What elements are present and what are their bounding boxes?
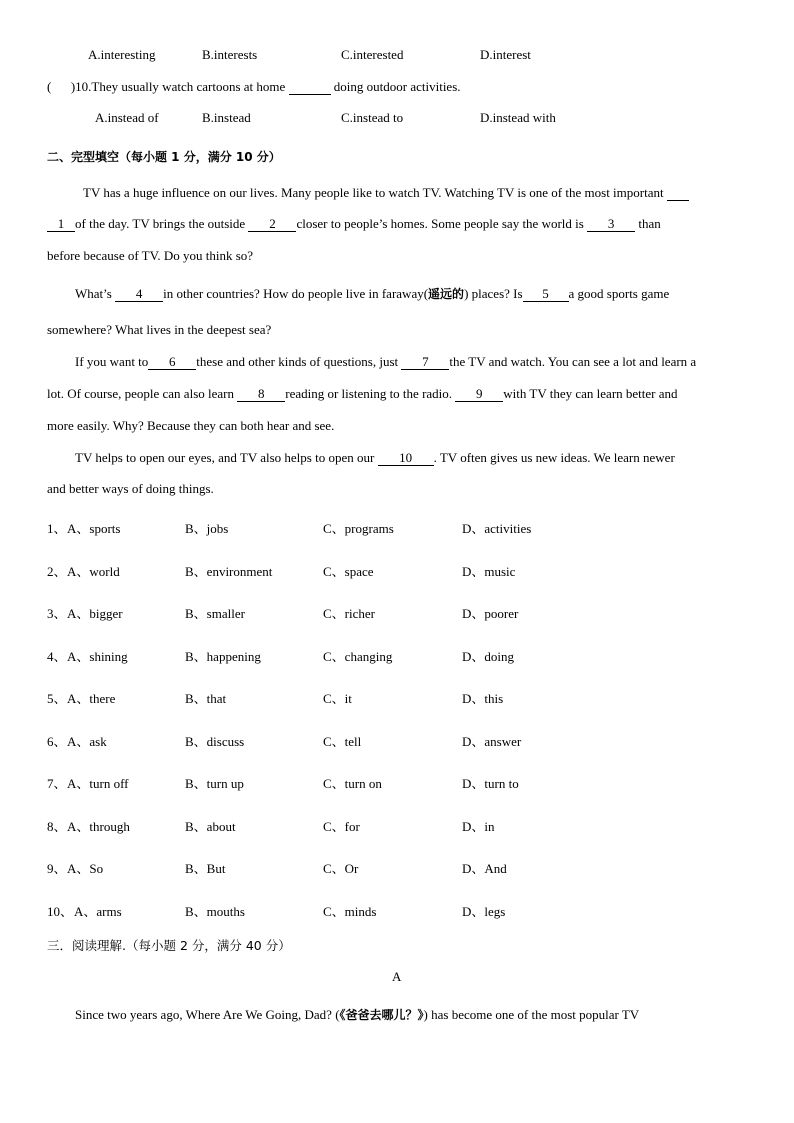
option-d: D、music bbox=[462, 564, 516, 579]
option-c: C.interested bbox=[341, 47, 404, 62]
passage-text: ) places? Is bbox=[464, 286, 523, 301]
option-b: B、about bbox=[185, 819, 236, 834]
option-c: C、programs bbox=[323, 521, 394, 536]
passage-line bbox=[83, 185, 689, 201]
option-b: B、smaller bbox=[185, 606, 245, 621]
passage-text: . TV often gives us new ideas. We learn newer bbox=[433, 450, 675, 465]
option-b: B、discuss bbox=[185, 734, 245, 749]
blank-9: 9 bbox=[455, 387, 503, 402]
passage-text: the TV and watch. You can see a lot and learn a bbox=[449, 354, 697, 369]
option-a: A、bigger bbox=[67, 606, 123, 621]
blank-7: 7 bbox=[401, 355, 449, 370]
passage-text: these and other kinds of questions, just bbox=[196, 354, 399, 369]
option-d: D.instead with bbox=[480, 110, 556, 125]
chinese-gloss: 遥远的 bbox=[428, 287, 465, 301]
passage-text: lot. Of course, people can also learn bbox=[47, 386, 234, 401]
option-d: D、in bbox=[462, 819, 495, 834]
passage-line: before because of TV. Do you think so? bbox=[47, 248, 254, 263]
option-a: A、through bbox=[67, 819, 130, 834]
question-number: 7、 bbox=[47, 776, 67, 791]
option-c: C、space bbox=[323, 564, 374, 579]
passage-line bbox=[75, 450, 675, 466]
question-10 bbox=[47, 79, 461, 95]
question-number: 3、 bbox=[47, 606, 67, 621]
option-b: B.interests bbox=[202, 47, 258, 62]
passage-line: more easily. Why? Because they can both hear and see. bbox=[47, 418, 335, 433]
option-a: A、arms bbox=[74, 904, 122, 919]
passage-line bbox=[75, 285, 669, 302]
option-d: D、legs bbox=[462, 904, 506, 919]
question-text-end: doing outdoor activities. bbox=[333, 79, 461, 94]
passage-line bbox=[47, 216, 661, 232]
passage-text: TV has a huge influence on our lives. Many people like to watch TV. Watching TV is one of the most important bbox=[83, 185, 664, 200]
section-heading: 三．阅读理解.（每小题 2 分，满分 40 分） bbox=[47, 938, 291, 953]
passage-text: What’s bbox=[75, 286, 112, 301]
blank-4: 4 bbox=[115, 287, 163, 302]
option-a: A、shining bbox=[67, 649, 128, 664]
option-d: D.interest bbox=[480, 47, 531, 62]
answer-paren: ( ) bbox=[47, 79, 76, 94]
option-c: C.instead to bbox=[341, 110, 404, 125]
blank-10: 10 bbox=[378, 451, 434, 466]
blank-1: 1 bbox=[47, 217, 75, 232]
option-b: B、mouths bbox=[185, 904, 245, 919]
question-number: 10、 bbox=[47, 904, 74, 919]
option-d: D、poorer bbox=[462, 606, 519, 621]
option-c: C、minds bbox=[323, 904, 377, 919]
option-c: C、turn on bbox=[323, 776, 382, 791]
option-b: B、happening bbox=[185, 649, 261, 664]
question-number: 2、 bbox=[47, 564, 67, 579]
passage-text: reading or listening to the radio. bbox=[285, 386, 453, 401]
chinese-title: 《爸爸去哪儿？》 bbox=[339, 1008, 424, 1022]
question-number: 4、 bbox=[47, 649, 67, 664]
blank-6: 6 bbox=[148, 355, 196, 370]
option-a: A、ask bbox=[67, 734, 107, 749]
question-number: 1、 bbox=[47, 521, 67, 536]
question-number: 9、 bbox=[47, 861, 67, 876]
blank-5: 5 bbox=[523, 287, 569, 302]
blank-3: 3 bbox=[587, 217, 635, 232]
passage-line bbox=[47, 386, 678, 402]
option-b: B、turn up bbox=[185, 776, 244, 791]
passage-line bbox=[75, 354, 696, 370]
question-number: 8、 bbox=[47, 819, 67, 834]
option-d: D、And bbox=[462, 861, 507, 876]
question-number: 6、 bbox=[47, 734, 67, 749]
option-d: D、answer bbox=[462, 734, 522, 749]
passage-text: of the day. TV brings the outside bbox=[75, 216, 246, 231]
blank-1-lead bbox=[667, 186, 689, 201]
passage-text: TV helps to open our eyes, and TV also helps to open our bbox=[75, 450, 375, 465]
option-a: A.instead of bbox=[95, 110, 159, 125]
option-d: D、this bbox=[462, 691, 504, 706]
option-c: C、tell bbox=[323, 734, 362, 749]
passage-line bbox=[75, 1006, 639, 1023]
passage-text: closer to people’s homes. Some people say the world is bbox=[296, 216, 584, 231]
option-a: A、sports bbox=[67, 521, 121, 536]
option-b: B、that bbox=[185, 691, 227, 706]
blank-2: 2 bbox=[248, 217, 296, 232]
option-b: B、But bbox=[185, 861, 226, 876]
option-d: D、activities bbox=[462, 521, 532, 536]
passage-line: somewhere? What lives in the deepest sea? bbox=[47, 322, 272, 337]
passage-text: in other countries? How do people live in faraway( bbox=[163, 286, 429, 301]
option-a: A、world bbox=[67, 564, 120, 579]
option-a: A、there bbox=[67, 691, 116, 706]
passage-text: If you want to bbox=[75, 354, 149, 369]
passage-text: ) has become one of the most popular TV bbox=[423, 1007, 640, 1022]
option-a: A、turn off bbox=[67, 776, 129, 791]
passage-text: a good sports game bbox=[568, 286, 670, 301]
option-b: B、jobs bbox=[185, 521, 229, 536]
option-c: C、for bbox=[323, 819, 360, 834]
passage-text: than bbox=[638, 216, 661, 231]
option-b: B.instead bbox=[202, 110, 251, 125]
option-a: A.interesting bbox=[88, 47, 156, 62]
option-c: C、it bbox=[323, 691, 352, 706]
answer-blank bbox=[289, 80, 331, 95]
question-number: 5、 bbox=[47, 691, 67, 706]
blank-8: 8 bbox=[237, 387, 285, 402]
option-d: D、doing bbox=[462, 649, 515, 664]
section-heading: 二、完型填空（每小题 1 分，满分 10 分） bbox=[47, 150, 281, 164]
option-d: D、turn to bbox=[462, 776, 519, 791]
passage-text: Since two years ago, Where Are We Going, Dad? ( bbox=[75, 1007, 340, 1022]
option-c: C、Or bbox=[323, 861, 359, 876]
option-a: A、So bbox=[67, 861, 104, 876]
option-b: B、environment bbox=[185, 564, 273, 579]
passage-line: and better ways of doing things. bbox=[47, 481, 214, 496]
question-text: 10.They usually watch cartoons at home bbox=[75, 79, 286, 94]
option-c: C、richer bbox=[323, 606, 375, 621]
option-c: C、changing bbox=[323, 649, 393, 664]
passage-text: with TV they can learn better and bbox=[503, 386, 678, 401]
passage-label: A bbox=[392, 969, 402, 984]
